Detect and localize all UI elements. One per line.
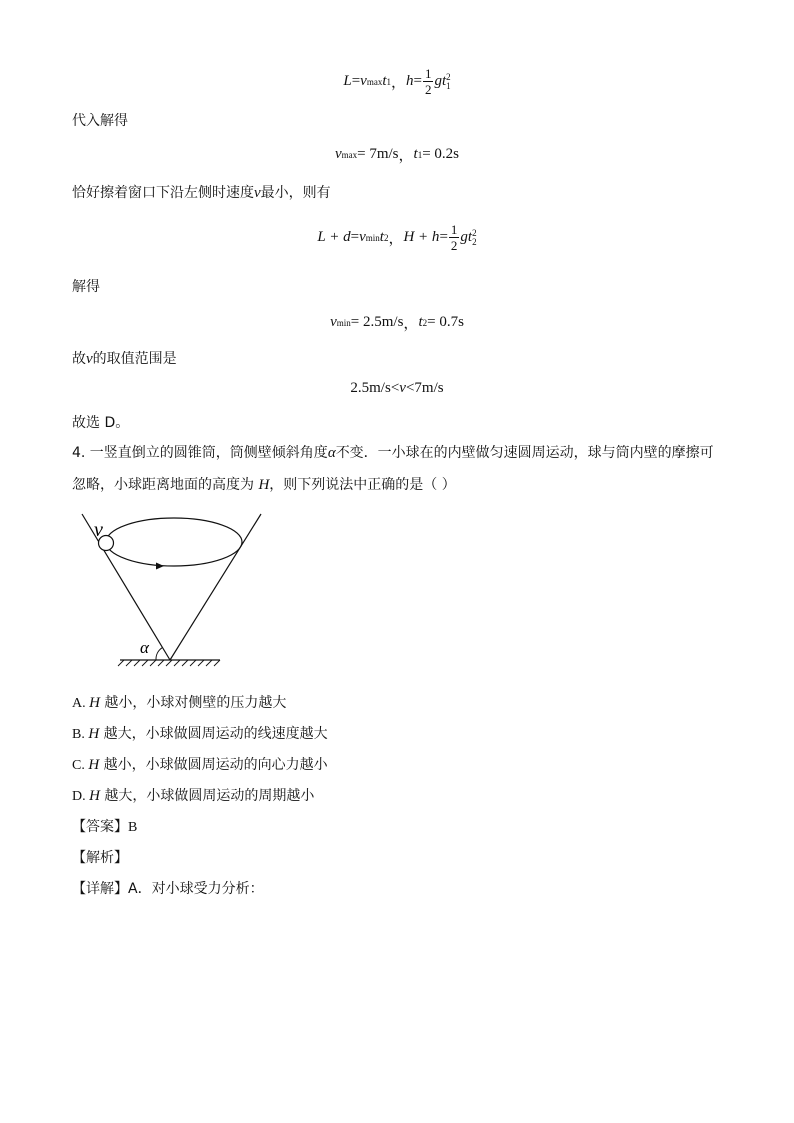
eq-value: 2.5m/s <box>350 380 391 396</box>
text-line: 代入解得 <box>72 113 128 129</box>
question-line-2 <box>72 474 456 494</box>
eq-value: = 2.5m/s <box>350 314 404 330</box>
eq-symbol: = <box>351 73 361 89</box>
eq-separator: ， <box>398 148 414 164</box>
eq-value: 7m/s <box>414 380 444 396</box>
eq-subscript: 1 <box>386 76 391 87</box>
ground-hatching <box>118 660 220 666</box>
eq-symbol: t <box>379 229 384 245</box>
text-line <box>72 348 177 368</box>
fraction-numerator: 1 <box>424 66 432 81</box>
detail-tag: 【详解】 <box>72 881 128 897</box>
equation-4 <box>0 312 794 333</box>
eq-symbol: < <box>405 380 415 396</box>
eq-symbol: = <box>413 73 422 89</box>
fraction-numerator: 1 <box>450 222 458 237</box>
eq-symbol: t <box>467 229 473 245</box>
eq-separator: ， <box>391 75 407 91</box>
inline-symbol: H <box>88 726 100 742</box>
inline-symbol: H <box>258 477 270 493</box>
detail-line <box>72 878 264 898</box>
eq-superscript: 2 <box>472 227 477 238</box>
circular-path <box>106 518 242 566</box>
answer-value: B <box>128 820 138 835</box>
equation-3 <box>0 222 794 253</box>
analysis-line <box>72 847 128 867</box>
eq-symbol: t <box>382 73 387 89</box>
eq-separator: ， <box>403 316 419 332</box>
eq-value: = 0.2s <box>422 146 460 162</box>
eq-symbol: h <box>406 73 414 89</box>
option-text: 越大，小球做圆周运动的线速度越大 <box>99 726 328 742</box>
eq-symbol: = <box>439 229 448 245</box>
text-run: 的取值范围是 <box>92 351 177 367</box>
cone-figure <box>70 508 270 673</box>
question-line-1 <box>72 442 714 462</box>
text-run: 4. 一竖直倒立的圆锥筒，筒侧壁倾斜角度 <box>72 445 328 461</box>
analysis-tag: 【解析】 <box>72 850 128 866</box>
eq-symbol: g <box>434 73 442 89</box>
eq-symbol: v <box>360 73 367 89</box>
option-b <box>72 723 328 743</box>
option-text: 越小，小球对侧壁的压力越大 <box>99 695 287 711</box>
eq-symbol: < <box>390 380 400 396</box>
option-letter: A. <box>72 696 90 711</box>
text-line: 解得 <box>72 279 100 295</box>
eq-subscript: max <box>366 76 383 87</box>
text-run: 故 <box>72 351 86 367</box>
option-a <box>72 692 286 712</box>
inline-symbol: v <box>86 351 93 367</box>
eq-symbol: v <box>359 229 366 245</box>
eq-symbol: L <box>343 73 352 89</box>
eq-symbol: v <box>330 314 337 330</box>
option-c <box>72 754 328 774</box>
eq-subscript: 2 <box>472 236 477 247</box>
fraction-denominator: 2 <box>424 82 432 97</box>
eq-symbol: t <box>441 73 447 89</box>
text-run: 最小，则有 <box>260 185 331 201</box>
inline-symbol: H <box>88 757 100 773</box>
equation-1 <box>0 66 794 97</box>
answer-line <box>72 816 137 836</box>
eq-symbol: L + d <box>317 229 351 245</box>
equation-2 <box>0 144 794 165</box>
fraction <box>423 66 434 97</box>
inline-symbol: H <box>89 695 100 711</box>
inline-symbol: v <box>254 185 261 201</box>
text-run: 恰好擦着窗口下沿左侧时速度 <box>72 185 254 201</box>
eq-symbol: H + h <box>403 229 440 245</box>
fraction-denominator: 2 <box>450 238 458 253</box>
alpha-label: α <box>140 638 149 657</box>
eq-subscript: min <box>336 317 351 328</box>
eq-value: = 7m/s <box>357 146 399 162</box>
option-letter: C. <box>72 758 89 773</box>
eq-symbol: = <box>350 229 360 245</box>
text-line <box>72 182 331 202</box>
eq-superscript: 2 <box>446 71 451 82</box>
detail-text: A．对小球受力分析： <box>128 881 264 897</box>
eq-subscript: 2 <box>422 317 428 328</box>
eq-subscript: 2 <box>383 232 389 243</box>
text-run: 不变．一小球在的内壁做匀速圆周运动，球与筒内壁的摩擦可 <box>335 445 714 461</box>
fraction <box>449 222 460 253</box>
eq-subscript: 1 <box>446 80 451 91</box>
angle-arc <box>156 648 162 660</box>
eq-value: = 0.7s <box>427 314 464 330</box>
eq-symbol: v <box>399 380 406 396</box>
v-label: v <box>94 519 103 541</box>
eq-subscript: 1 <box>417 149 423 160</box>
option-letter: D. <box>72 789 90 804</box>
eq-subscript: min <box>365 232 380 243</box>
cone-right-wall <box>170 514 261 660</box>
eq-symbol: t <box>418 314 423 330</box>
answer-tag: 【答案】 <box>72 819 128 835</box>
option-letter: B. <box>72 727 89 742</box>
equation-5 <box>0 380 794 397</box>
inline-symbol: α <box>327 445 336 461</box>
option-text: 越大，小球做圆周运动的周期越小 <box>99 788 315 804</box>
eq-separator: ， <box>388 231 404 247</box>
eq-subscript: max <box>341 149 358 160</box>
eq-symbol: t <box>413 146 418 162</box>
eq-symbol: g <box>460 229 468 245</box>
eq-symbol: v <box>334 146 342 162</box>
option-d <box>72 785 314 805</box>
text-line: 故选 D。 <box>72 415 130 431</box>
text-run: ，则下列说法中正确的是（ ） <box>269 477 456 493</box>
inline-symbol: H <box>89 788 100 804</box>
direction-arrow-icon <box>156 563 164 570</box>
text-run: 忽略，小球距离地面的高度为 <box>72 477 259 493</box>
option-text: 越小，小球做圆周运动的向心力越小 <box>99 757 328 773</box>
